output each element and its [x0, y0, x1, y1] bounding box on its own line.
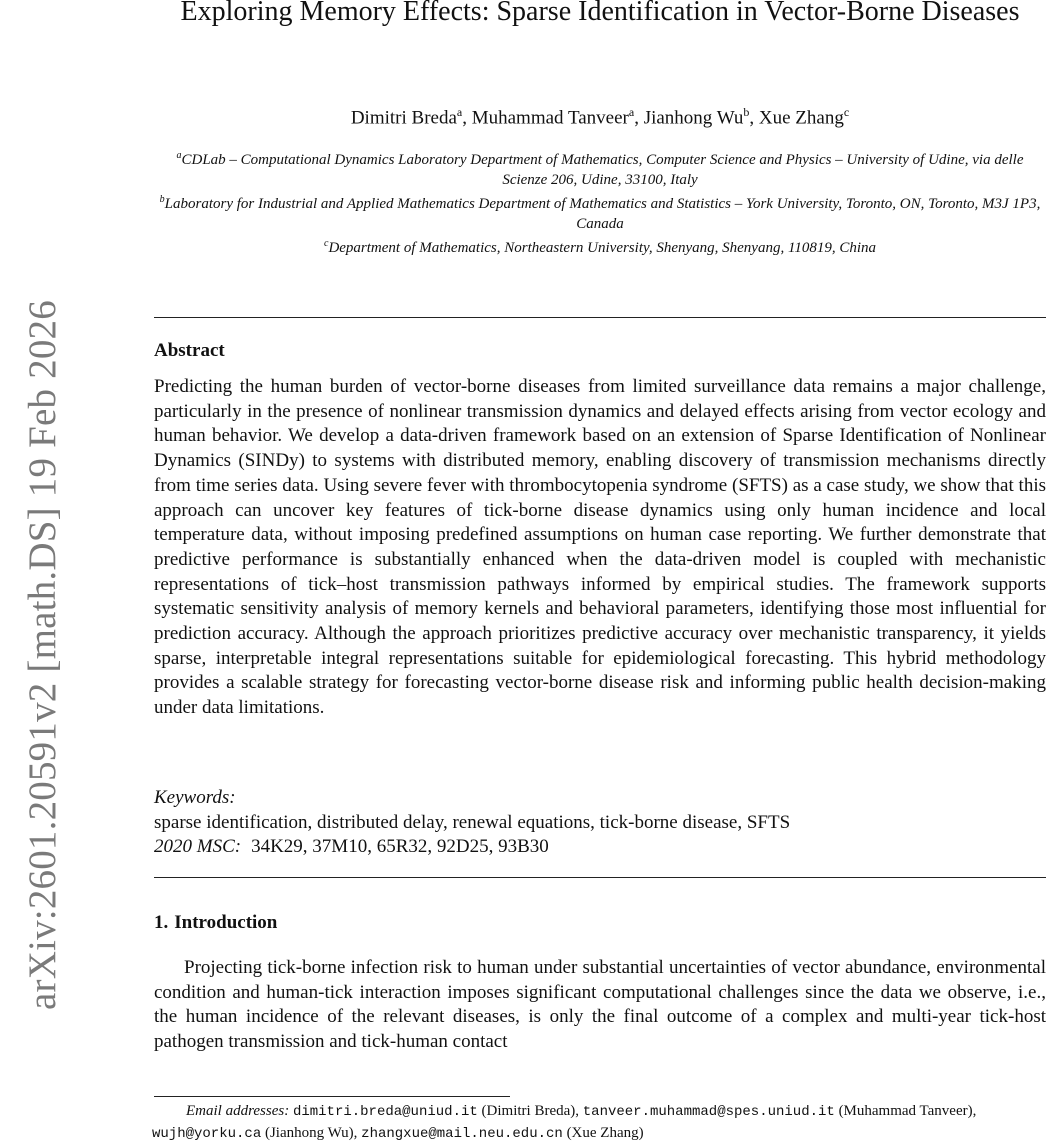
author-affiliation-mark: a — [628, 105, 635, 119]
arxiv-identifier: arXiv:2601.20591v2 [math.DS] 19 Feb 2026 — [21, 300, 64, 1010]
email-link[interactable]: zhangxue@mail.neu.edu.cn — [361, 1126, 563, 1142]
keywords-text: sparse identification, distributed delay, renewal equations, tick-borne disease, SFTS — [154, 812, 791, 833]
affiliation — [154, 146, 1046, 190]
email-owner: (Jianhong Wu) — [264, 1125, 354, 1141]
section-heading-introduction — [154, 912, 277, 934]
introduction-paragraph: Projecting tick-borne infection risk to human under substantial uncertainties of vector abundance, environmental condition and human-tick interaction imposes significant computational challenges since the data we observe, i.e., the human incidence of the relevant diseases, is only the final outcome of a complex and multi-year tick-host pathogen transmission and tick-human contact — [154, 957, 1046, 1053]
affiliation-list — [154, 146, 1046, 258]
email-footnote — [152, 1101, 1028, 1145]
affiliation — [154, 234, 1046, 258]
paper-title: Exploring Memory Effects: Sparse Identification in Vector-Borne Diseases — [180, 0, 1020, 27]
author-name: Xue Zhang — [758, 107, 844, 129]
affiliation-mark: a — [176, 150, 182, 161]
email-separator: , — [353, 1125, 362, 1141]
affiliation — [154, 190, 1046, 234]
section-number: 1. — [154, 912, 169, 933]
msc-codes — [154, 836, 549, 858]
author-name: Jianhong Wu — [643, 107, 744, 129]
section-title: Introduction — [174, 912, 278, 933]
msc-text: 34K29, 37M10, 65R32, 92D25, 93B30 — [251, 836, 549, 857]
email-owner: (Muhammad Tanveer) — [838, 1103, 973, 1119]
author-name: Dimitri Breda — [350, 107, 457, 129]
keywords-label: Keywords: — [154, 787, 236, 808]
affiliation-text: CDLab – Computational Dynamics Laboratory Department of Mathematics, Computer Science and Physics – University of Udine, via delle Scienze 206, Udine, 33100, Italy — [181, 152, 1024, 188]
author-name: Muhammad Tanveer — [471, 107, 629, 129]
msc-label: 2020 MSC: — [154, 836, 242, 857]
affiliation-mark: b — [159, 194, 165, 205]
email-separator: , — [972, 1103, 977, 1119]
affiliation-mark: c — [323, 238, 329, 249]
footnote-label: Email addresses: — [186, 1103, 290, 1119]
author-affiliation-mark: b — [743, 105, 750, 119]
email-owner: (Xue Zhang) — [566, 1125, 644, 1141]
affiliation-text: Laboratory for Industrial and Applied Mathematics Department of Mathematics and Statistics – York University, Toronto, ON, Toronto, M3J 1P3, Canada — [164, 196, 1041, 232]
email-link[interactable]: dimitri.breda@uniud.it — [292, 1104, 478, 1120]
author-list: Dimitri Breda$^a$, Muhammad Tanveer$^a$, Jianhong Wu$^b$, Xue Zhang$^c$ — [350, 105, 850, 129]
abstract-top-rule — [154, 317, 1046, 318]
email-link[interactable]: wujh@yorku.ca — [152, 1126, 262, 1142]
email-link[interactable]: tanveer.muhammad@spes.uniud.it — [582, 1104, 835, 1120]
author-affiliation-mark: a — [456, 105, 463, 119]
abstract-text: Predicting the human burden of vector-borne diseases from limited surveillance data remains a major challenge, particularly in the presence of nonlinear transmission dynamics and delayed effects arising from vector ecology and human behavior. We develop a data-driven framework based on an extension of Sparse Identification of Nonlinear Dynamics (SINDy) to systems with distributed memory, enabling discovery of transmission mechanisms directly from time series data. Using severe fever with thrombocytopenia syndrome (SFTS) as a case study, we show that this approach can uncover key features of tick-borne disease dynamics using only human incidence and local temperature data, without imposing predefined assumptions on human case reporting. We further demonstrate that predictive performance is substantially enhanced when the data-driven model is coupled with mechanistic representations of tick–host transmission pathways informed by empirical studies. The framework supports systematic sensitivity analysis of memory kernels and behavioral parameters, identifying those most influential for prediction accuracy. Although the approach prioritizes predictive accuracy over mechanistic transparency, it yields sparse, interpretable integral representations suitable for epidemiological forecasting. This hybrid methodology provides a scalable strategy for forecasting vector-borne disease risk and informing public health decision-making under data limitations. — [154, 376, 1046, 719]
author-affiliation-mark: c — [843, 105, 850, 119]
email-separator: , — [575, 1103, 583, 1119]
affiliation-text: Department of Mathematics, Northeastern University, Shenyang, Shenyang, 110819, China — [328, 240, 877, 256]
abstract-bottom-rule — [154, 877, 1046, 878]
email-owner: (Dimitri Breda) — [481, 1103, 576, 1119]
abstract-heading: Abstract — [154, 340, 225, 361]
footnote-rule — [154, 1096, 510, 1097]
